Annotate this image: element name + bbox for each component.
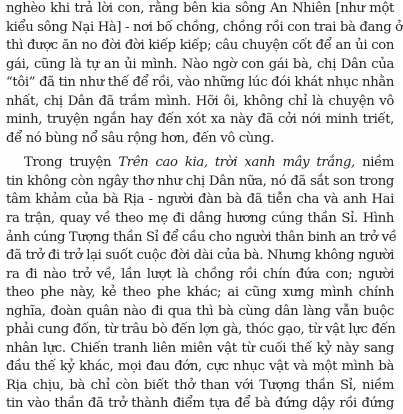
text-line: ra đi nào trở về, lần lượt là chồng rồi chín đứa con; người	[6, 266, 394, 282]
body-text	[6, 0, 403, 412]
text-line: đã trở đi trở lại suốt cuộc đời dài của bà. Nhưng không người	[6, 248, 394, 264]
paragraph-1	[6, 0, 403, 148]
text-line: tin vào thần đã trở thành điểm tựa để bà đứng dậy rồi đứng	[6, 396, 394, 412]
text-run: niềm	[354, 155, 394, 171]
text-line: kiểu sông Nại Hà] - nơi bố chồng, chồng rồi con trai bà đang ở	[6, 19, 403, 35]
text-line: thì được ăn no đời đời kiếp kiếp; câu chuyện cốt để an ủi con	[6, 38, 394, 54]
text-line: “tôi” đã tin như thế để rồi, vào những lúc đói khát nhục nhằn	[6, 75, 394, 91]
text-line: phải cung đốn, từ trâu bò đến lợn gà, thóc gạo, từ vật lực đến	[6, 322, 396, 338]
text-line: để nó bùng nổ sâu rộng hơn, đến vô cùng.	[6, 130, 275, 146]
text-line: theo phe này, kẻ theo phe khác; ai cũng xưng mình chính	[6, 285, 394, 301]
text-run: Trong truyện	[24, 155, 119, 171]
text-line: nghĩa, đoàn quân nào đi qua thì bà cùng dân làng vẫn buộc	[6, 303, 394, 319]
text-line: tâm khảm của bà Rịa - người đàn bà đã tiễn cha và anh Hai	[6, 192, 394, 208]
text-line: ra trận, quay về theo mẹ đi dâng hương cúng thần Sỉ. Hình	[6, 211, 394, 227]
text-line: nghèo khi trả lời con, rằng bên kia sông An Nhiên [như một	[6, 1, 394, 16]
paragraph-2	[6, 154, 397, 412]
text-line: minh, truyện ngắn hay đến xót xa này đã cởi nới minh triết,	[6, 112, 394, 128]
text-line	[6, 154, 394, 173]
text-line: ảnh cúng Tượng thần Sỉ để cầu cho người thân binh an trở về	[6, 229, 397, 245]
text-line: nhân lực. Chiến tranh liên miên vật từ cuối thế kỷ này sang	[6, 340, 394, 356]
text-line: nhất, chị Dân đã trầm mình. Hỡi ôi, không chỉ là chuyện vô	[6, 93, 394, 109]
story-title: Trên cao kia, trời xanh mây trắng,	[118, 155, 355, 171]
text-line: Rịa chịu, bà chỉ còn biết thở than với Tượng thần Sỉ, niềm	[6, 377, 394, 393]
text-line: gái, cũng là tự an ủi mình. Nào ngờ con gái bà, chị Dân của	[6, 56, 394, 72]
text-line: đầu thế kỷ khác, mọi đau đớn, cực nhục vật và một mình bà	[6, 359, 394, 375]
text-line: tin không còn ngây thơ như chị Dân nữa, nó đã sắt son trong	[6, 173, 394, 189]
